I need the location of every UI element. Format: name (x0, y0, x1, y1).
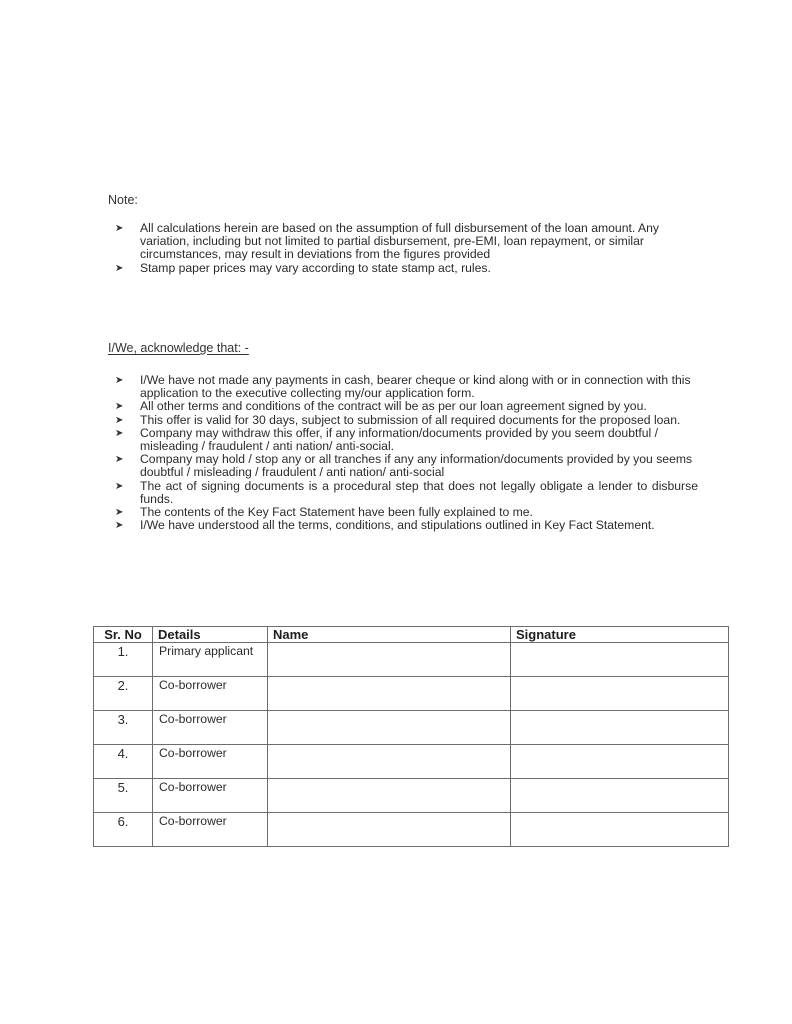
acknowledgement-item (108, 374, 698, 400)
sr-no-cell: 4. (94, 745, 153, 779)
acknowledgement-list (108, 374, 698, 532)
note-item (108, 222, 698, 262)
acknowledgement-item-text: I/We have understood all the terms, conditions, and stipulations outlined in Key Fact Statement. (140, 518, 655, 533)
acknowledgement-item (108, 453, 698, 479)
arrow-bullet-icon: ➤ (115, 262, 124, 274)
note-list (108, 222, 698, 275)
table-row (94, 677, 729, 711)
signature-cell[interactable] (511, 779, 729, 813)
details-cell: Primary applicant (153, 643, 268, 677)
table-row (94, 745, 729, 779)
table-row (94, 711, 729, 745)
details-cell: Co-borrower (153, 779, 268, 813)
name-cell[interactable] (268, 643, 511, 677)
signature-cell[interactable] (511, 643, 729, 677)
signature-cell[interactable] (511, 813, 729, 847)
header-details: Details (153, 627, 268, 643)
sr-no-cell: 3. (94, 711, 153, 745)
acknowledgement-heading: I/We, acknowledge that: - (108, 341, 249, 355)
acknowledgement-item-text: This offer is valid for 30 days, subject to submission of all required documents for the proposed loan. (140, 412, 681, 427)
signature-cell[interactable] (511, 711, 729, 745)
signature-cell[interactable] (511, 745, 729, 779)
table-row (94, 779, 729, 813)
sr-no-cell: 1. (94, 643, 153, 677)
table-row (94, 813, 729, 847)
acknowledgement-item-text: The act of signing documents is a procedural step that does not legally obligate a lender to disburse funds. (140, 478, 698, 506)
table-row (94, 643, 729, 677)
sr-no-cell: 2. (94, 677, 153, 711)
arrow-bullet-icon: ➤ (115, 401, 124, 413)
arrow-bullet-icon: ➤ (115, 520, 124, 532)
arrow-bullet-icon: ➤ (115, 223, 124, 234)
details-cell: Co-borrower (153, 677, 268, 711)
details-cell: Co-borrower (153, 711, 268, 745)
arrow-bullet-icon: ➤ (115, 480, 124, 492)
acknowledgement-item-text: The contents of the Key Fact Statement have been fully explained to me. (140, 505, 533, 520)
acknowledgement-item (108, 427, 698, 453)
acknowledgement-item-text: Company may hold / stop any or all tranches if any any information/documents provided by you seems doubtful / misleading / fraudulent / anti nation/ anti-social (140, 452, 693, 480)
table-header-row (94, 627, 729, 643)
name-cell[interactable] (268, 711, 511, 745)
arrow-bullet-icon: ➤ (115, 427, 124, 439)
signature-cell[interactable] (511, 677, 729, 711)
arrow-bullet-icon: ➤ (115, 414, 124, 426)
arrow-bullet-icon: ➤ (115, 454, 124, 466)
acknowledgement-item-text: I/We have not made any payments in cash, bearer cheque or kind along with or in connection with this application to the executive collecting my/our application form. (140, 373, 691, 401)
note-item-text: Stamp paper prices may vary according to state stamp act, rules. (140, 260, 491, 275)
acknowledgement-item (108, 519, 698, 532)
note-item-text: All calculations herein are based on the assumption of full disbursement of the loan amount. Any variation, including but not limited to partial disbursement, pre-EMI, loan repayment, or similar circumstances, may result in deviations from the figures provided (140, 221, 659, 262)
arrow-bullet-icon: ➤ (115, 375, 124, 386)
details-cell: Co-borrower (153, 745, 268, 779)
name-cell[interactable] (268, 677, 511, 711)
acknowledgement-item-text: Company may withdraw this offer, if any information/documents provided by you seem doubtful / misleading / fraudulent / anti nation/ anti-social. (140, 425, 659, 454)
header-sr-no: Sr. No (94, 627, 153, 643)
acknowledgement-item (108, 480, 698, 506)
header-signature: Signature (511, 627, 729, 643)
details-cell: Co-borrower (153, 813, 268, 847)
sr-no-cell: 5. (94, 779, 153, 813)
acknowledgement-item-text: All other terms and conditions of the contract will be as per our loan agreement signed by you. (140, 399, 647, 414)
note-item (108, 262, 698, 275)
signature-table (93, 626, 729, 847)
name-cell[interactable] (268, 745, 511, 779)
header-name: Name (268, 627, 511, 643)
name-cell[interactable] (268, 779, 511, 813)
sr-no-cell: 6. (94, 813, 153, 847)
arrow-bullet-icon: ➤ (115, 507, 124, 519)
note-label: Note: (108, 193, 138, 207)
name-cell[interactable] (268, 813, 511, 847)
